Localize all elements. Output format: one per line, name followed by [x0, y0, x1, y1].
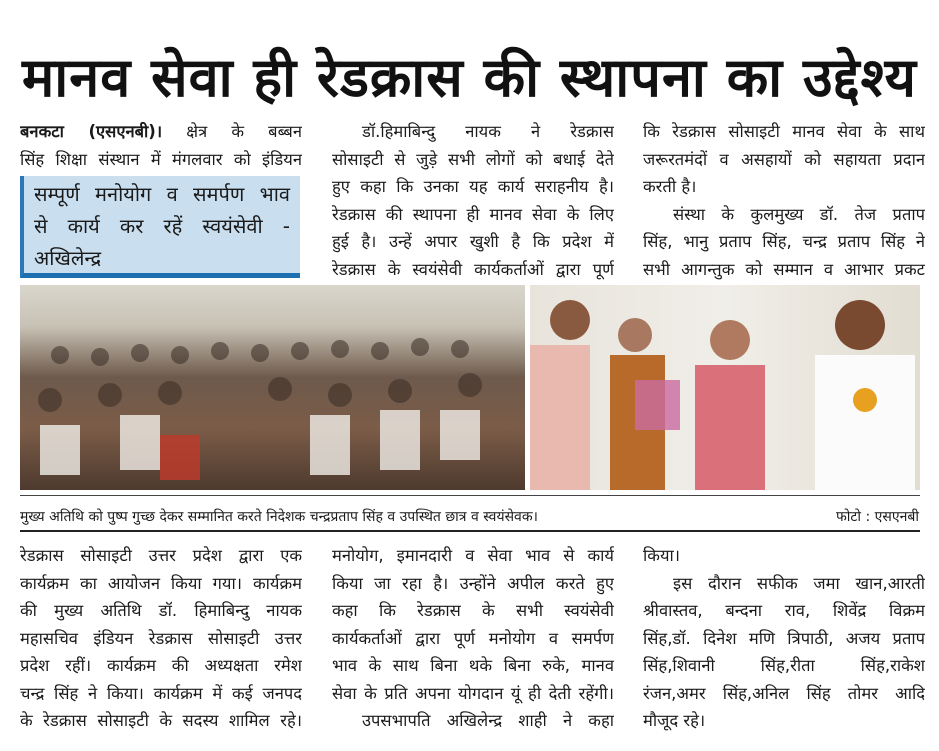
quote-line: अखिलेन्द्र	[34, 246, 102, 270]
text-line: रेडक्रास के स्वयंसेवी कार्यकर्ताओं द्वारा पूर्ण	[332, 259, 614, 279]
text-line: रेडक्रास सोसाइटी उत्तर प्रदेश द्वारा एक	[20, 546, 302, 565]
caption-rule	[20, 530, 920, 532]
text-line: कहा कि रेडक्रास के सभी स्वयंसेवी	[332, 601, 614, 620]
text-line: की मुख्य अतिथि डॉ. हिमाबिन्दु नायक	[20, 601, 302, 620]
felicitation-illustration	[530, 285, 920, 490]
dateline: बनकटा (एसएनबी)।	[20, 122, 163, 141]
text-line: उपसभापति अखिलेन्द्र शाही ने कहा	[362, 711, 614, 730]
quote-line: से कार्य कर रहें स्वयंसेवी -	[34, 214, 290, 238]
column-3-top	[643, 118, 925, 283]
text-line: के रेडक्रास सोसाइटी के सदस्य शामिल रहे।	[20, 711, 302, 730]
text-line: महासचिव इंडियन रेडक्रास सोसाइटी उत्तर	[20, 628, 302, 648]
text-line: जरूरतमंदों व असहायों को सहायता प्रदान	[643, 149, 925, 169]
highlight-quote-box	[20, 176, 300, 278]
text-line: इस दौरान सफीक जमा खान,आरती	[673, 573, 925, 593]
text-line: मनोयोग, इमानदारी व सेवा भाव से कार्य	[332, 546, 614, 565]
column-2-bottom	[332, 542, 614, 735]
text-line: कार्यकर्ताओं द्वारा पूर्ण मनोयोग व समर्पण	[332, 628, 614, 648]
column-3-bottom	[643, 542, 925, 735]
text-line: सिंह,शिवानी सिंह,रीता सिंह,राकेश	[643, 656, 925, 675]
text-line: सभी आगन्तुक को सम्मान व आभार प्रकट	[643, 259, 925, 279]
text-line: सिंह,डॉ. दिनेश मणि त्रिपाठी, अजय प्रताप	[643, 628, 925, 648]
text-line: प्रदेश रहीं। कार्यक्रम की अध्यक्षता रमेश	[20, 656, 302, 675]
text-line: रेडक्रास की स्थापना ही मानव सेवा के लिए	[332, 204, 614, 224]
photo-caption: मुख्य अतिथि को पुष्प गुच्छ देकर सम्मानित करते निदेशक चन्द्रप्रताप सिंह व उपस्थित छात्र व स्वयंसेवक।	[20, 509, 538, 525]
text-line: किया जा रहा है। उन्होंने अपील करते हुए	[332, 573, 614, 593]
text-line: श्रीवास्तव, बन्दना राव, शिवेंद्र विक्रम	[643, 601, 925, 620]
text-line: हुए कहा कि उनका यह कार्य सराहनीय है।	[332, 177, 614, 196]
headline: मानव सेवा ही रेडक्रास की स्थापना का उद्देश्य	[22, 46, 917, 109]
text-line: सिंह, भानु प्रताप सिंह, चन्द्र प्रताप सिंह ने	[643, 232, 925, 251]
text-line: डॉ.हिमाबिन्दु नायक ने रेडक्रास	[362, 122, 614, 141]
photo-credit: फोटो : एसएनबी	[835, 509, 919, 525]
text-line: करती है।	[643, 177, 697, 196]
text-line: संस्था के कुलमुख्य डॉ. तेज प्रताप	[673, 204, 925, 224]
audience-illustration	[20, 285, 525, 490]
text-line: भाव के साथ बिना थके बिना रुके, मानव	[332, 656, 614, 675]
photo-bottom-rule	[20, 495, 920, 496]
text-line: हुई है। उन्हें अपार खुशी है कि प्रदेश में	[332, 232, 614, 251]
text-line: मौजूद रहे।	[643, 711, 706, 730]
text-line: कार्यक्रम का आयोजन किया गया। कार्यक्रम	[20, 573, 302, 593]
text-line: सिंह शिक्षा संस्थान में मंगलवार को इंडियन	[20, 149, 302, 169]
text-line: रंजन,अमर सिंह,अनिल सिंह तोमर आदि	[643, 683, 925, 703]
text-line: चन्द्र सिंह ने किया। कार्यक्रम में कई जनपद	[20, 683, 302, 703]
text-line: कि रेडक्रास सोसाइटी मानव सेवा के साथ	[643, 122, 925, 141]
text-line: किया।	[643, 546, 681, 565]
text-fragment: क्षेत्र के बब्बन	[186, 122, 302, 141]
column-1-bottom	[20, 542, 302, 735]
text-line: सेवा के प्रति अपना योगदान यूं ही देती रहेंगी।	[332, 683, 614, 703]
text-line: सोसाइटी से जुड़े सभी लोगों को बधाई देते	[332, 149, 614, 169]
photo-audience	[20, 285, 525, 490]
quote-line: सम्पूर्ण मनोयोग व समर्पण भाव	[34, 182, 290, 206]
column-1-top	[20, 118, 302, 173]
photo-felicitation	[530, 285, 920, 490]
column-2-top	[332, 118, 614, 283]
text-line	[20, 118, 302, 146]
